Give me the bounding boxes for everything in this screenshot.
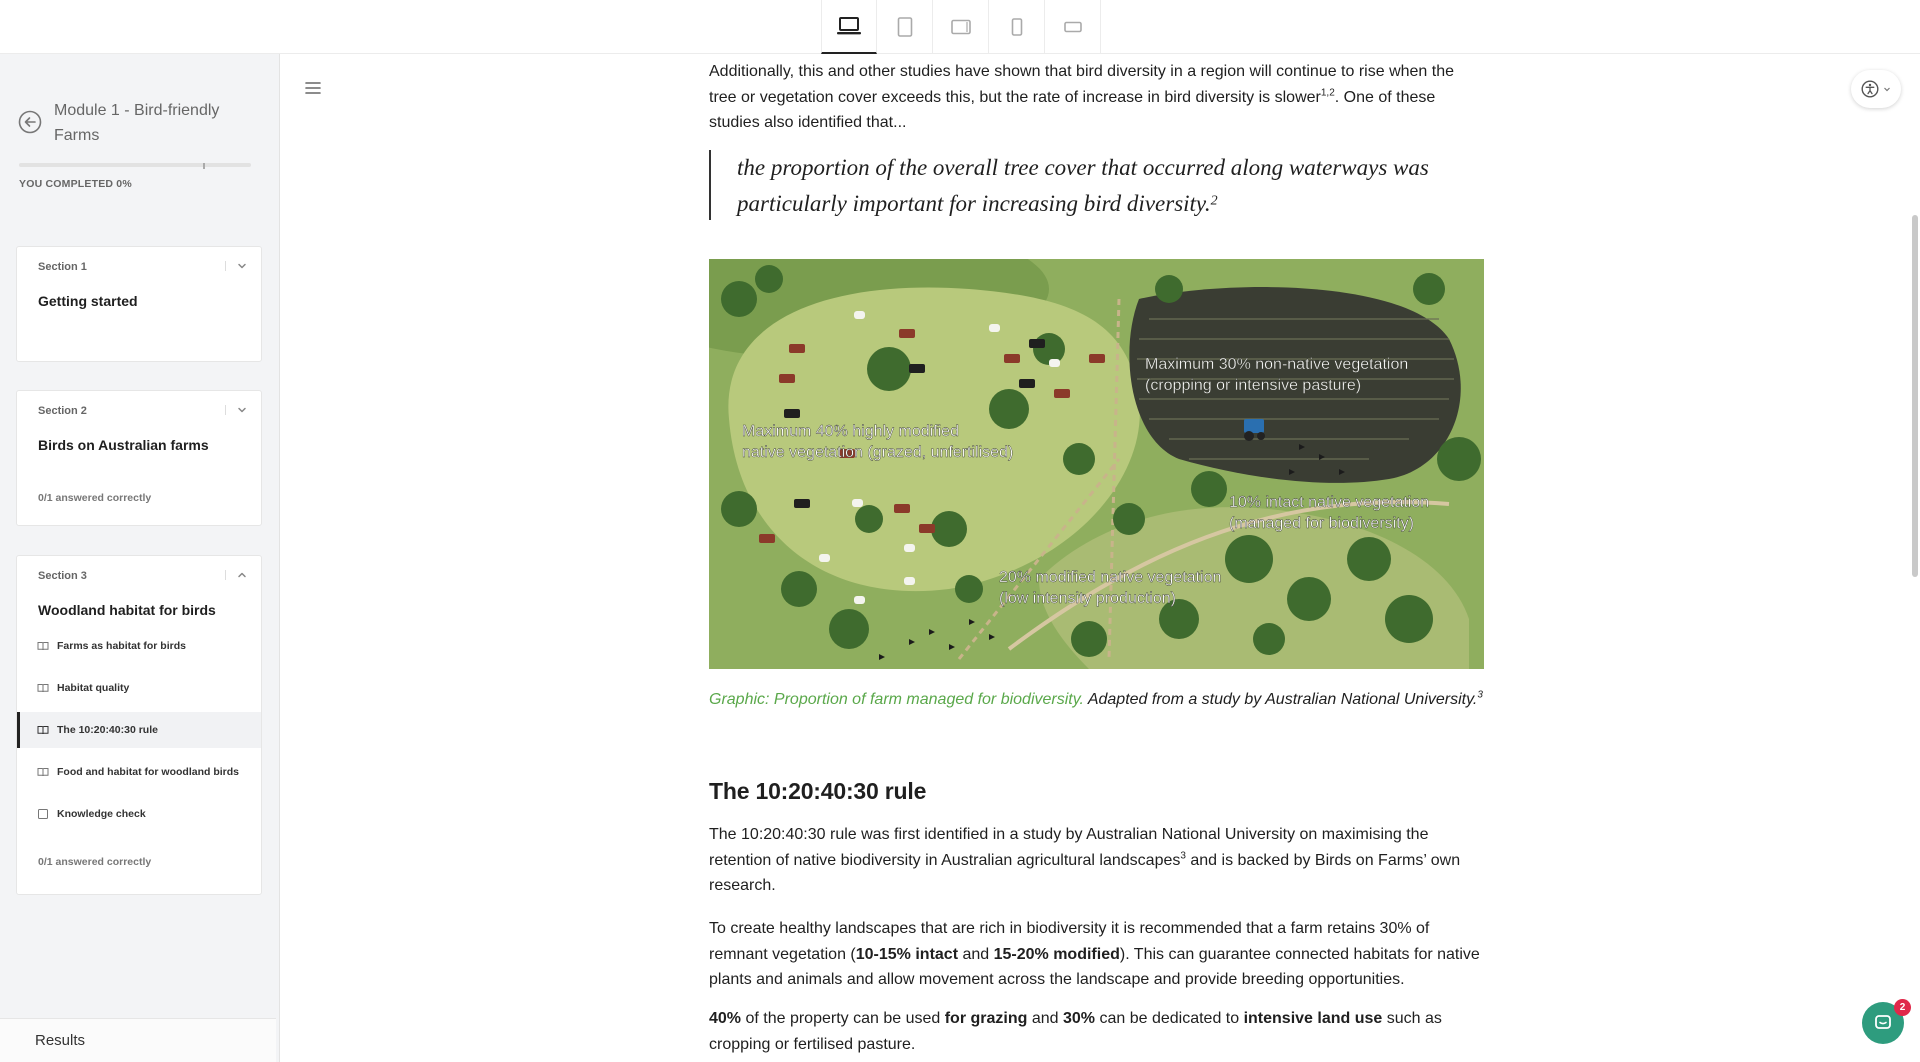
lesson-label: Knowledge check <box>57 808 146 820</box>
accessibility-icon <box>1861 80 1879 98</box>
tablet-landscape-preview-button[interactable] <box>933 0 989 54</box>
book-icon <box>37 682 49 694</box>
quote-citation: 2 <box>1210 193 1218 209</box>
lesson-food-and-habitat[interactable] <box>17 754 261 790</box>
lesson-label: Farms as habitat for birds <box>57 640 186 652</box>
label-lowintensity-line1: 20% modified native vegetation <box>999 569 1222 586</box>
section-card-3[interactable] <box>16 555 262 895</box>
caption-title: Graphic: Proportion of farm managed for biodiversity. <box>709 691 1084 708</box>
book-icon <box>37 766 49 778</box>
section-title: Getting started <box>38 293 138 309</box>
tablet-portrait-preview-button[interactable] <box>877 0 933 54</box>
progress-marker <box>203 163 205 169</box>
lesson-content <box>709 54 1486 1053</box>
book-icon <box>37 640 49 652</box>
accessibility-button[interactable] <box>1851 70 1901 108</box>
lesson-habitat-quality[interactable] <box>17 670 261 706</box>
section-title: Birds on Australian farms <box>38 437 209 453</box>
figure-caption: Graphic: Proportion of farm managed for biodiversity. Adapted from a study by Australian National University.$^3$ <box>709 689 1483 708</box>
menu-icon[interactable] <box>303 78 323 98</box>
chevron-down-icon[interactable] <box>235 403 249 417</box>
section-card-1[interactable] <box>16 246 262 362</box>
lesson-knowledge-check[interactable] <box>17 796 261 832</box>
check-square-icon <box>37 808 49 820</box>
device-switcher <box>821 0 1101 54</box>
progress-text: YOU COMPLETED 0% <box>19 178 132 190</box>
chevron-down-icon <box>1883 85 1891 93</box>
laptop-icon <box>836 16 862 36</box>
body-paragraph-1: The 10:20:40:30 rule was first identified in a study by Australian National University on maximising the retention of native biodiversity in Australian agricultural landscapes$^3$ and is backed by Birds on Farms’ own research. <box>709 826 1461 894</box>
section-score: 0/1 answered correctly <box>38 492 152 504</box>
divider <box>225 261 226 271</box>
section-score: 0/1 answered correctly <box>38 856 152 868</box>
section-title: Woodland habitat for birds <box>38 602 216 618</box>
pull-quote <box>709 150 1486 220</box>
back-arrow-icon[interactable] <box>18 110 42 134</box>
section-heading: The 10:20:40:30 rule <box>709 778 927 804</box>
label-intact-line1: 10% intact native vegetation <box>1229 494 1430 511</box>
phone-landscape-preview-button[interactable] <box>1045 0 1101 54</box>
module-title: Module 1 - Bird-friendly Farms <box>54 102 220 144</box>
divider <box>225 570 226 580</box>
farm-biodiversity-graphic <box>709 259 1484 669</box>
tablet-portrait-icon <box>897 17 913 37</box>
body-paragraph-2: To create healthy landscapes that are rich in biodiversity it is recommended that a farm retains 30% of remnant vegetation (10-15% intact and 15-20% modified). This can guarantee connected habitats for native plants and animals and allow movement across the landscape and provide breeding opportunities. <box>709 920 1480 988</box>
scrollbar-thumb[interactable] <box>1912 215 1918 577</box>
phone-portrait-icon <box>1011 18 1023 36</box>
phone-landscape-icon <box>1064 21 1082 33</box>
chevron-down-icon[interactable] <box>235 259 249 273</box>
section-label: Section 1 <box>38 261 87 273</box>
lesson-label: Habitat quality <box>57 682 130 694</box>
label-nonnative-line2: (cropping or intensive pasture) <box>1145 377 1362 394</box>
intro-paragraph: Additionally, this and other studies have shown that bird diversity in a region will continue to rise when the tree or vegetation cover exceeds this, but the rate of increase in bird diversity is slower$^{1,2}$. One of these studies also identified that... <box>709 63 1455 131</box>
lesson-10-20-40-30-rule[interactable] <box>17 712 261 748</box>
label-lowintensity-line2: (low intensity production) <box>999 590 1176 607</box>
quote-text: the proportion of the overall tree cover that occurred along waterways was particularly important for increasing bird diversity. <box>737 154 1429 216</box>
label-nonnative-line1: Maximum 30% non-native vegetation <box>1145 356 1409 373</box>
course-sidebar <box>0 54 280 1062</box>
results-link[interactable] <box>0 1018 276 1062</box>
progress-bar <box>19 163 251 167</box>
notification-badge: 2 <box>1894 999 1911 1016</box>
tablet-landscape-icon <box>951 19 971 35</box>
section-label: Section 3 <box>38 570 87 582</box>
phone-portrait-preview-button[interactable] <box>989 0 1045 54</box>
label-modified-line2: native vegetation (grazed, unfertilised) <box>742 444 1014 461</box>
section-card-2[interactable] <box>16 390 262 526</box>
lesson-label: Food and habitat for woodland birds <box>57 766 239 778</box>
body-paragraph-3: 40% of the property can be used for grazing and 30% can be dedicated to intensive land use such as cropping or fertilised pasture. <box>709 1010 1442 1053</box>
label-intact-line2: (managed for biodiversity) <box>1229 515 1414 532</box>
section-label: Section 2 <box>38 405 87 417</box>
desktop-preview-button[interactable] <box>821 0 877 54</box>
chat-icon <box>1873 1013 1893 1033</box>
book-icon <box>37 724 49 736</box>
divider <box>225 405 226 415</box>
lesson-label: The 10:20:40:30 rule <box>57 724 158 736</box>
lesson-farms-as-habitat[interactable] <box>17 628 261 664</box>
results-label: Results <box>35 1032 86 1049</box>
device-preview-bar <box>0 0 1920 54</box>
chevron-up-icon[interactable] <box>235 568 249 582</box>
label-modified-line1: Maximum 40% highly modified <box>742 423 959 440</box>
